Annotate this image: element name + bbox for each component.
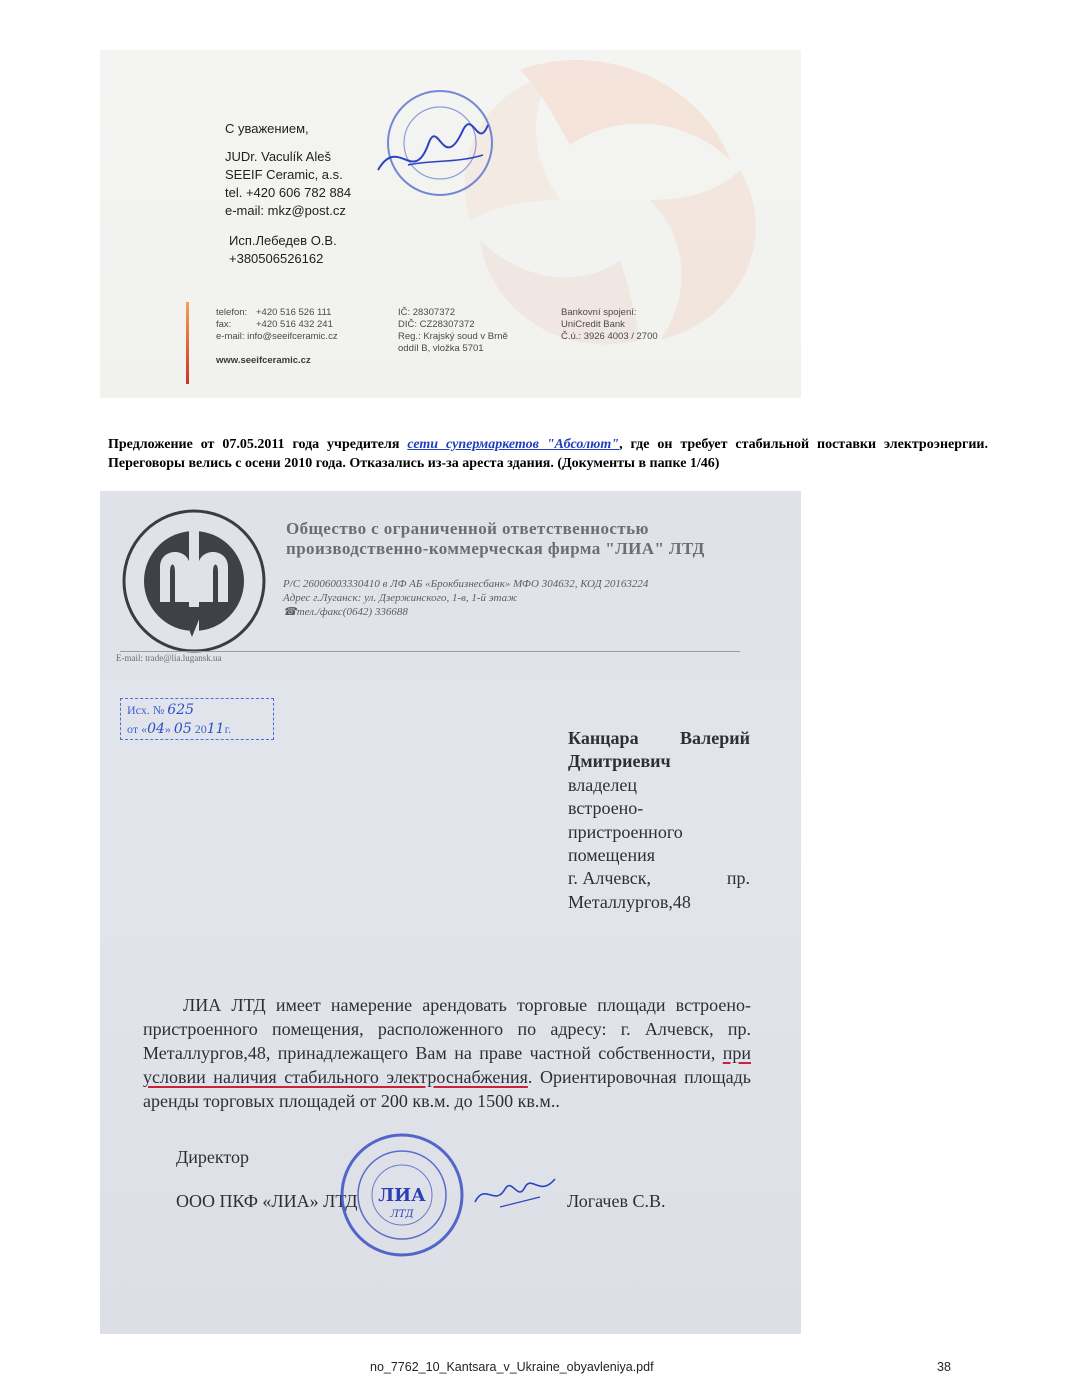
company-email: E-mail: trade@lia.lugansk.ua — [116, 653, 222, 663]
signature-block — [225, 120, 351, 268]
header-divider — [120, 651, 740, 652]
pdf-filename: no_7762_10_Kantsara_v_Ukraine_obyavleniya.pdf — [370, 1360, 654, 1374]
svg-text:ЛТД: ЛТД — [390, 1209, 414, 1220]
outgoing-number: 625 — [167, 702, 195, 718]
scanned-letter-seeif — [100, 50, 801, 398]
signer-tel: tel. +420 606 782 884 — [225, 185, 352, 200]
absolut-link[interactable]: сети супермаркетов "Абсолют" — [407, 437, 620, 452]
signer-organization: ООО ПКФ «ЛИА» ЛТД — [176, 1191, 358, 1211]
footer-website: www.seeifceramic.cz — [216, 355, 311, 366]
lia-round-stamp — [338, 1131, 466, 1259]
signer-email: e-mail: mkz@post.cz — [225, 203, 346, 218]
footer-bank: Bankovní spojení: UniCredit Bank Č.ú.: 3926 4003 / 2700 — [561, 307, 658, 342]
footer-registration: IČ: 28307372 DIČ: CZ28307372 Reg.: Krajský soud v Brně oddíl B, vložka 5701 — [398, 307, 508, 354]
footer-contacts: telefon: +420 516 526 111 fax: +420 516 432 241 e-mail: info@seeifceramic.cz www.seeifceramic.cz — [216, 307, 338, 366]
signer-company: SEEIF Ceramic, a.s. — [225, 167, 343, 182]
underlined-condition: при условии наличия стабильного электроснабжения — [143, 1043, 751, 1087]
lia-company-logo — [120, 507, 268, 655]
greeting: С уважением, — [225, 121, 309, 136]
executor-name: Исп.Лебедев О.В. — [229, 233, 337, 248]
director-signature — [470, 1167, 560, 1217]
director-title: Директор — [176, 1147, 250, 1167]
document-caption: Предложение от 07.05.2011 года учредителя сети супермаркетов "Абсолют", где он требует стабильной поставки электроэнергии. Переговоры велись с осени 2010 года. Отказались из-за ареста здания. (Документы в папке 1/46) — [108, 437, 988, 471]
recipient-block: Канцара Валерий Дмитриевич владелец встроено- пристроенного помещения г. Алчевск, пр. Металлургов,48 — [568, 728, 750, 912]
page-number: 38 — [937, 1360, 951, 1374]
seeif-round-stamp — [368, 75, 498, 205]
footer-accent-bar — [186, 302, 189, 384]
signer-name: JUDr. Vaculík Aleš — [225, 149, 331, 164]
executor-phone: +380506526162 — [229, 251, 324, 266]
executor-block — [225, 232, 351, 268]
phone-icon: ☎ — [283, 606, 297, 618]
outgoing-number-stamp: Исх. № 625 от «04» 05 2011г. — [120, 698, 274, 740]
company-requisites: Р/С 26006003330410 в ЛФ АБ «Брокбизнесбанк» МФО 304632, КОД 20163224 Адрес г.Луганск: ул. Дзержинского, 1-в, 1-й этаж ☎тел./факс(0642) 336688 — [283, 578, 649, 618]
letter-body: ЛИА ЛТД имеет намерение арендовать торговые площади встроено-пристроенного помещения, расположенного по адресу: г. Алчевск, пр. Металлургов,48, принадлежащего Вам на праве частной собственности, при условии наличия стабильного электроснабжения. Ориентировочная площадь аренды торговых площадей от 200 кв.м. до 1500 кв.м.. — [143, 995, 751, 1111]
scanned-letter-lia — [100, 491, 801, 1334]
svg-text:ЛИА: ЛИА — [378, 1185, 426, 1206]
signer-name: Логачев С.В. — [567, 1191, 666, 1211]
company-header: Общество с ограниченной ответственностью производственно-коммерческая фирма "ЛИА" ЛТД — [286, 519, 705, 558]
